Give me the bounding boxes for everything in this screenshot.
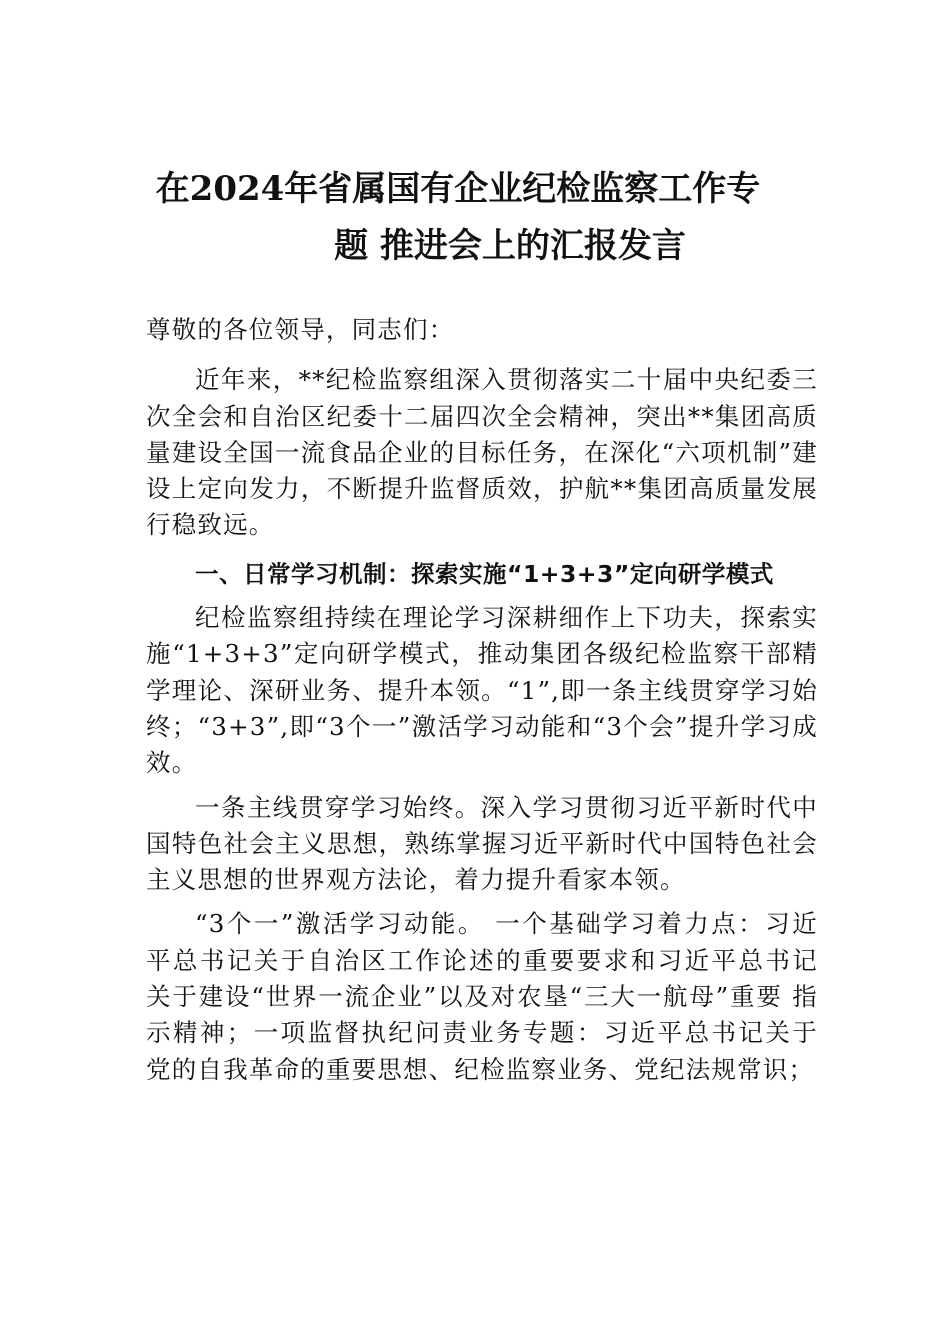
section1-paragraph-3: “3个一”激活学习动能。 一个基础学习着力点：习近 平总书记关于自治区工作论述的重要要求和习近平总书记 关于建设“世界一流企业”以及对农垦“三大一航母”重要 指示精神；一项监督执纪问责业务专题：习近平总书记关于 党的自我革命的重要思想、纪检监察业务、党纪法规常识；: [146, 909, 818, 1084]
section1-paragraph-2: 一条主线贯穿学习始终。深入学习贯彻习近平新时代中 国特色社会主义思想，熟练掌握习近平新时代中国特色社会 主义思想的世界观方法论，着力提升看家本领。: [146, 792, 818, 895]
greeting: 尊敬的各位领导，同志们：: [146, 315, 455, 344]
intro-paragraph: 近年来，**纪检监察组深入贯彻落实二十届中央纪委三次全会和自治区纪委十二届四次全会精神，突出**集团高质量建设全国一流食品企业的目标任务，在深化“六项机制”建设上定向发力，不断提升监督质效，护航**集团高质量发展行稳致远。: [146, 365, 818, 540]
document-title-line-2: 题 推进会上的汇报发言: [334, 226, 686, 266]
section1-paragraph-1: 纪检监察组持续在理论学习深耕细作上下功夫，探索实施“1+3+3”定向研学模式，推动集团各级纪检监察干部精学理论、深研业务、提升本领。“1”,即一条主线贯穿学习始终；“3+3”,即“3个一”激活学习动能和“3个会”提升学习成 效。: [146, 603, 818, 778]
document-body: [146, 312, 818, 1088]
document-title-line-1: 在2024年省属国有企业纪检监察工作专: [155, 169, 761, 209]
section-heading-1: 一、日常学习机制：探索实施“1+3+3”定向研学模式: [195, 559, 774, 588]
